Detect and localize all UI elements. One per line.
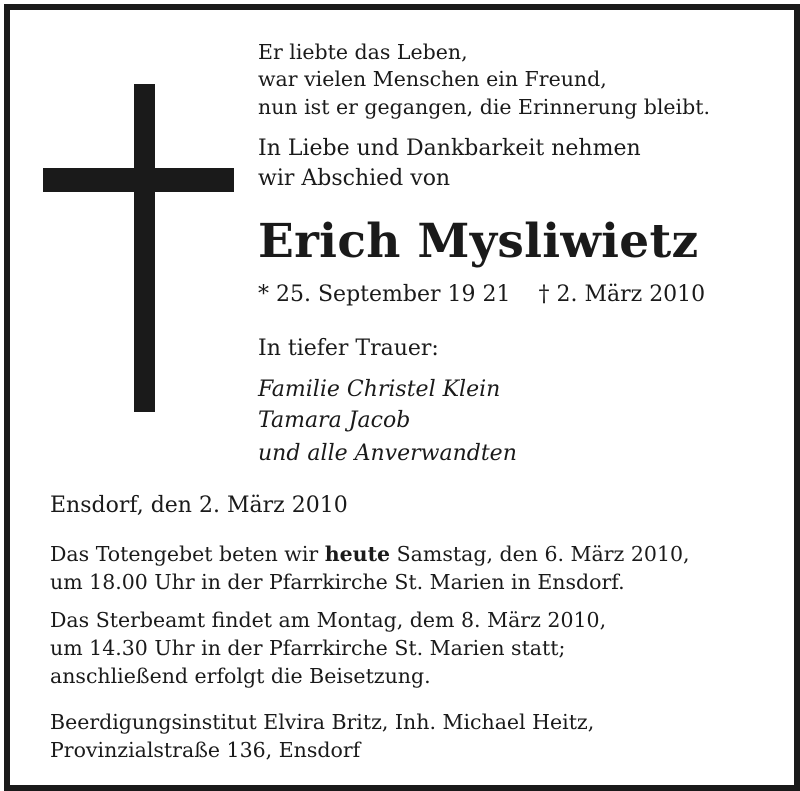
mourner-1: Familie Christel Klein xyxy=(258,377,501,402)
poem-line-1: Er liebte das Leben, xyxy=(258,40,468,64)
prayer-text-end: Samstag, den 6. März 2010, xyxy=(396,542,690,566)
mourning-heading: In tiefer Trauer: xyxy=(258,336,439,361)
place-date: Ensdorf, den 2. März 2010 xyxy=(50,493,348,518)
deceased-name: Erich Mysliwietz xyxy=(258,214,699,269)
requiem-line-2: um 14.30 Uhr in der Pfarrkirche St. Marien statt; xyxy=(50,636,566,660)
requiem-line-3: anschließend erfolgt die Beisetzung. xyxy=(50,664,431,688)
intro-line-1: In Liebe und Dankbarkeit nehmen xyxy=(258,136,641,161)
death-date: † 2. März 2010 xyxy=(538,282,706,307)
obituary-frame xyxy=(4,4,800,791)
poem-line-3: nun ist er gegangen, die Erinnerung bleibt. xyxy=(258,95,710,119)
life-dates xyxy=(258,283,705,307)
mourner-3: und alle Anverwandten xyxy=(258,441,517,466)
birth-date: * 25. September 19 21 xyxy=(258,282,511,307)
mourner-2: Tamara Jacob xyxy=(258,408,411,433)
poem-line-2: war vielen Menschen ein Freund, xyxy=(258,67,607,91)
undertaker-line-2: Provinzialstraße 136, Ensdorf xyxy=(50,738,361,762)
prayer-line-1 xyxy=(50,542,690,566)
cross-icon-horizontal-bar xyxy=(43,168,234,192)
undertaker-line-1: Beerdigungsinstitut Elvira Britz, Inh. Michael Heitz, xyxy=(50,710,595,734)
prayer-text-start: Das Totengebet beten wir xyxy=(50,542,319,566)
requiem-line-1: Das Sterbeamt findet am Montag, dem 8. März 2010, xyxy=(50,608,607,632)
prayer-emphasis: heute xyxy=(324,542,391,566)
prayer-line-2: um 18.00 Uhr in der Pfarrkirche St. Marien in Ensdorf. xyxy=(50,570,625,594)
cross-icon-vertical-bar xyxy=(134,84,155,412)
intro-line-2: wir Abschied von xyxy=(258,166,451,191)
